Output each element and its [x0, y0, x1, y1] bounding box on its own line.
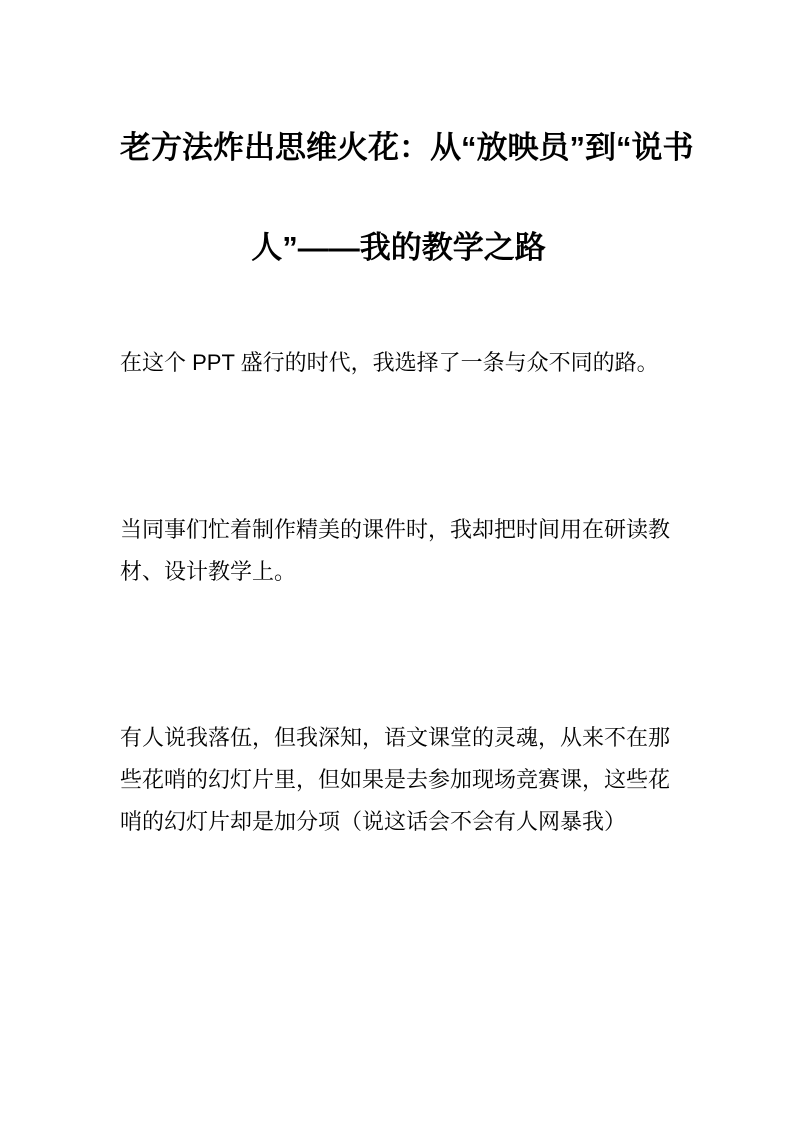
document-title-line-2: 人”——我的教学之路 [251, 230, 546, 265]
document-title [120, 98, 694, 298]
paragraph-intro: 在这个 PPT 盛行的时代，我选择了一条与众不同的路。 [120, 350, 659, 375]
document-title-line-1: 老方法炸出思维火花：从“放映员”到“说书 [120, 130, 694, 165]
paragraph-soul-of-classroom: 有人说我落伍，但我深知，语文课堂的灵魂，从来不在那些花哨的幻灯片里，但如果是去参加现场竞赛课，这些花哨的幻灯片却是加分项（说这话会不会有人网暴我） [120, 725, 671, 834]
paragraph-colleagues: 当同事们忙着制作精美的课件时，我却把时间用在研读教材、设计教学上。 [120, 517, 671, 584]
